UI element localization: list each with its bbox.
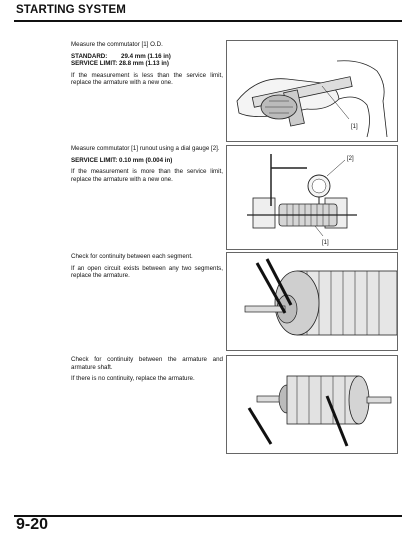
header-rule — [14, 20, 402, 22]
armature-segment-illustration — [227, 253, 397, 350]
section-commutator-od — [71, 41, 223, 91]
spec-value: 28.8 mm (1.13 in) — [119, 60, 169, 68]
figure-dial-gauge — [226, 145, 398, 250]
instruction-text: Check for continuity between the armature and armature shaft. — [71, 356, 223, 371]
section-segment-continuity — [71, 253, 223, 284]
caliper-illustration — [227, 41, 397, 141]
spec-service-limit: SERVICE LIMIT: 0.10 mm (0.004 in) — [71, 156, 173, 164]
figure-caliper-measurement — [226, 40, 398, 142]
note-text: If there is no continuity, replace the armature. — [71, 375, 195, 383]
page-title: STARTING SYSTEM — [16, 4, 126, 16]
callout-label: [2] — [347, 156, 354, 162]
spec-standard — [71, 53, 223, 61]
instruction-text: Check for continuity between each segment. — [71, 253, 193, 260]
footer-rule — [14, 515, 402, 517]
section-runout — [71, 145, 223, 187]
spec-value: 29.4 mm (1.16 in) — [121, 52, 171, 60]
spec-label: SERVICE LIMIT: — [71, 60, 118, 68]
callout-label: [1] — [351, 124, 358, 130]
spec-label: STANDARD: — [71, 52, 108, 60]
figure-shaft-continuity — [226, 355, 398, 454]
instruction-text: Measure commutator [1] runout using a dial gauge [2]. — [71, 145, 220, 152]
dial-gauge-illustration — [227, 146, 397, 249]
spec-service-limit — [71, 60, 223, 68]
page-number: 9-20 — [16, 516, 49, 533]
figure-segment-continuity — [226, 252, 398, 351]
section-shaft-continuity — [71, 356, 223, 387]
callout-label: [1] — [322, 240, 329, 246]
note-text: If the measurement is more than the service limit, replace the armature with a new one. — [71, 168, 223, 183]
armature-shaft-illustration — [227, 356, 397, 453]
note-text: If an open circuit exists between any two segments, replace the armature. — [71, 264, 223, 280]
instruction-text: Measure the commutator [1] O.D. — [71, 41, 163, 48]
note-text: If the measurement is less than the service limit, replace the armature with a new one. — [71, 71, 223, 87]
